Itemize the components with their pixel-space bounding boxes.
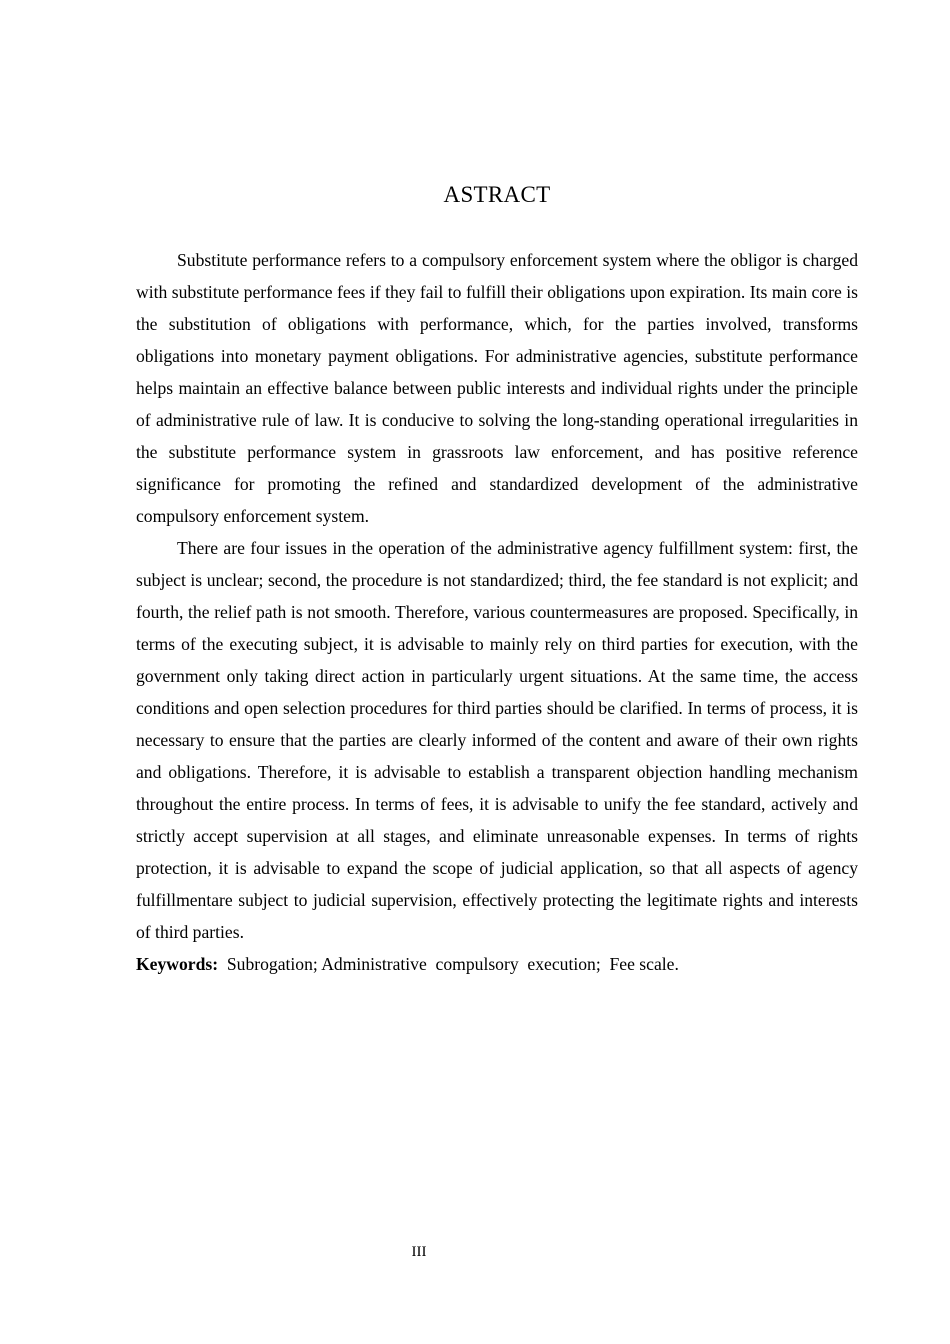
abstract-title: ASTRACT xyxy=(443,182,551,207)
abstract-paragraph-1: Substitute performance refers to a compulsory enforcement system where the obligor is charged with substitute performance fees if they fail to fulfill their obligations upon expiration. Its main core is the substitution of obligations with performance, which, for the parties involved, transforms obligations into monetary payment obligations. For administrative agencies, substitute performance helps maintain an effective balance between public interests and individual rights under the principle of administrative rule of law. It is conducive to solving the long-standing operational irregularities in the substitute performance system in grassroots law enforcement, and has positive reference significance for promoting the refined and standardized development of the administrative compulsory enforcement system. xyxy=(136,250,858,526)
keywords-text: Subrogation; Administrative compulsory execution; Fee scale. xyxy=(226,954,679,974)
abstract-body xyxy=(136,244,858,980)
abstract-paragraph-2: There are four issues in the operation of the administrative agency fulfillment system: first, the subject is unclear; second, the procedure is not standardized; third, the fee standard is not explicit; and fourth, the relief path is not smooth. Therefore, various countermeasures are proposed. Specifically, in terms of the executing subject, it is advisable to mainly rely on third parties for execution, with the government only taking direct action in particularly urgent situations. At the same time, the access conditions and open selection procedures for third parties should be clarified. In terms of process, it is necessary to ensure that the parties are clearly informed of the content and aware of their own rights and obligations. Therefore, it is advisable to establish a transparent objection handling mechanism throughout the entire process. In terms of fees, it is advisable to unify the fee standard, actively and strictly accept supervision at all stages, and eliminate unreasonable expenses. In terms of rights protection, it is advisable to expand the scope of judicial application, so that all aspects of agency fulfillmentare subject to judicial supervision, effectively protecting the legitimate rights and interests of third parties. xyxy=(136,538,858,942)
keywords-label: Keywords: xyxy=(136,954,219,974)
page-number: III xyxy=(411,1244,427,1260)
keywords-line xyxy=(136,948,858,980)
